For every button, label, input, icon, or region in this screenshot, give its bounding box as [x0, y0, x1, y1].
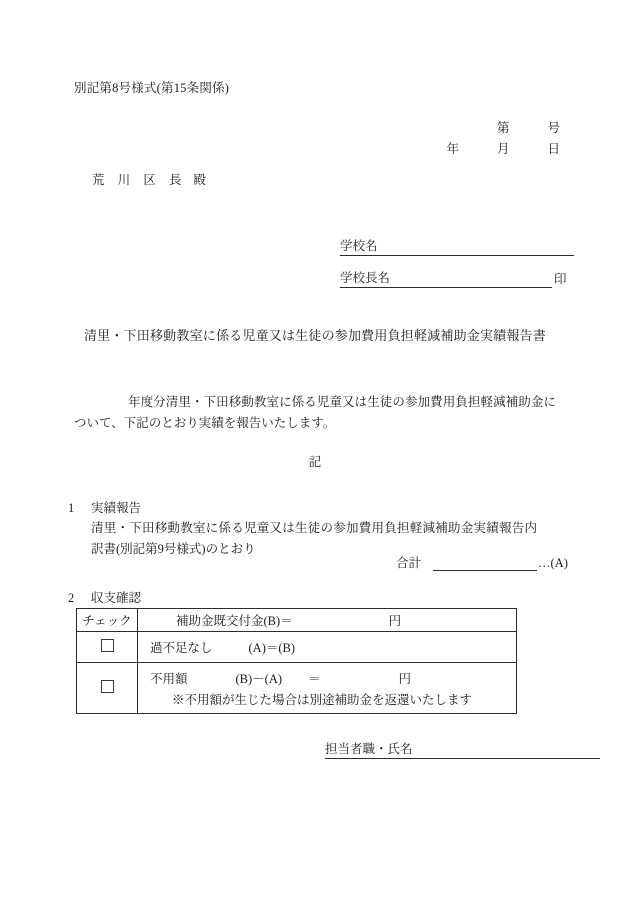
- section-1-heading: [68, 498, 141, 516]
- ki-mark: 記: [308, 455, 322, 469]
- school-name-input[interactable]: [378, 242, 574, 256]
- grant-already-paid-cell: [138, 609, 517, 632]
- document-number-blank: [509, 118, 547, 136]
- unused-amount-note: ※不用額が生じた場合は別途補助金を返還いたします: [172, 692, 473, 707]
- section-2-heading: [68, 588, 141, 606]
- no-difference-formula: (A)＝(B): [248, 641, 296, 655]
- principal-name-field: [340, 268, 567, 288]
- staff-name-input[interactable]: [413, 745, 600, 759]
- table-header-row: [77, 609, 517, 632]
- document-date-row: [430, 139, 560, 157]
- form-number: 別記第8号様式(第15条関係): [74, 81, 230, 95]
- section-2-number: 2: [68, 591, 75, 605]
- date-year-blank: [459, 139, 497, 157]
- unused-amount-operator: ＝: [308, 671, 321, 686]
- page-title: 清里・下田移動教室に係る児童又は生徒の参加費用負担軽減補助金実績報告書: [83, 328, 546, 343]
- total-label: 合計: [396, 556, 422, 570]
- table-row: [77, 663, 517, 714]
- body-paragraph: 年度分清里・下田移動教室に係る児童又は生徒の参加費用負担軽減補助金について、下記のとおり実績を報告いたします。: [74, 395, 556, 430]
- section-1-title: 実績報告: [91, 501, 142, 515]
- principal-name-label: 学校長名: [340, 268, 390, 288]
- no-difference-label: 過不足なし: [150, 641, 213, 655]
- section-2-title: 収支確認: [91, 591, 142, 605]
- document-number-unit: 号: [547, 121, 560, 135]
- date-year-label: 年: [446, 142, 459, 156]
- document-number-row: [430, 118, 560, 136]
- table-row: [77, 632, 517, 663]
- school-name-label: 学校名: [340, 236, 378, 256]
- school-name-field: [340, 236, 574, 256]
- grant-already-paid-unit: 円: [388, 614, 402, 628]
- staff-name-field: [325, 739, 600, 759]
- addressee-name: 荒 川 区 長: [92, 173, 187, 187]
- checkbox-cell-unused-amount[interactable]: [77, 663, 138, 714]
- total-reference-tag: …(A): [538, 556, 568, 570]
- addressee-honorific: 殿: [193, 173, 211, 187]
- section-1-number: 1: [68, 501, 75, 515]
- addressee-line: [92, 170, 211, 188]
- unused-amount-label: 不用額: [150, 671, 188, 686]
- principal-name-input[interactable]: [390, 274, 552, 288]
- checkbox-cell-no-difference[interactable]: [77, 632, 138, 663]
- checkbox-unchecked-icon[interactable]: [101, 680, 114, 693]
- date-month-label: 月: [496, 142, 510, 156]
- seal-icon: 印: [554, 272, 567, 286]
- balance-confirmation-table: [76, 608, 517, 714]
- unused-amount-formula: (B)－(A): [235, 671, 283, 686]
- date-month-blank: [509, 139, 547, 157]
- date-day-label: 日: [547, 142, 560, 156]
- check-column-header: チェック: [77, 609, 138, 632]
- section-1-body: 清里・下田移動教室に係る児童又は生徒の参加費用負担軽減補助金実績報告内訳書(別記第9号様式)のとおり: [91, 521, 537, 556]
- unused-amount-unit: 円: [398, 671, 412, 686]
- checkbox-unchecked-icon[interactable]: [101, 639, 114, 652]
- unused-amount-cell: [138, 663, 517, 714]
- grant-already-paid-label: 補助金既交付金(B)＝: [176, 614, 293, 628]
- no-difference-cell: [138, 632, 517, 663]
- total-row: [396, 553, 568, 571]
- staff-name-label: 担当者職・氏名: [325, 739, 413, 759]
- document-number-label: 第: [496, 121, 510, 135]
- total-input[interactable]: [433, 557, 537, 571]
